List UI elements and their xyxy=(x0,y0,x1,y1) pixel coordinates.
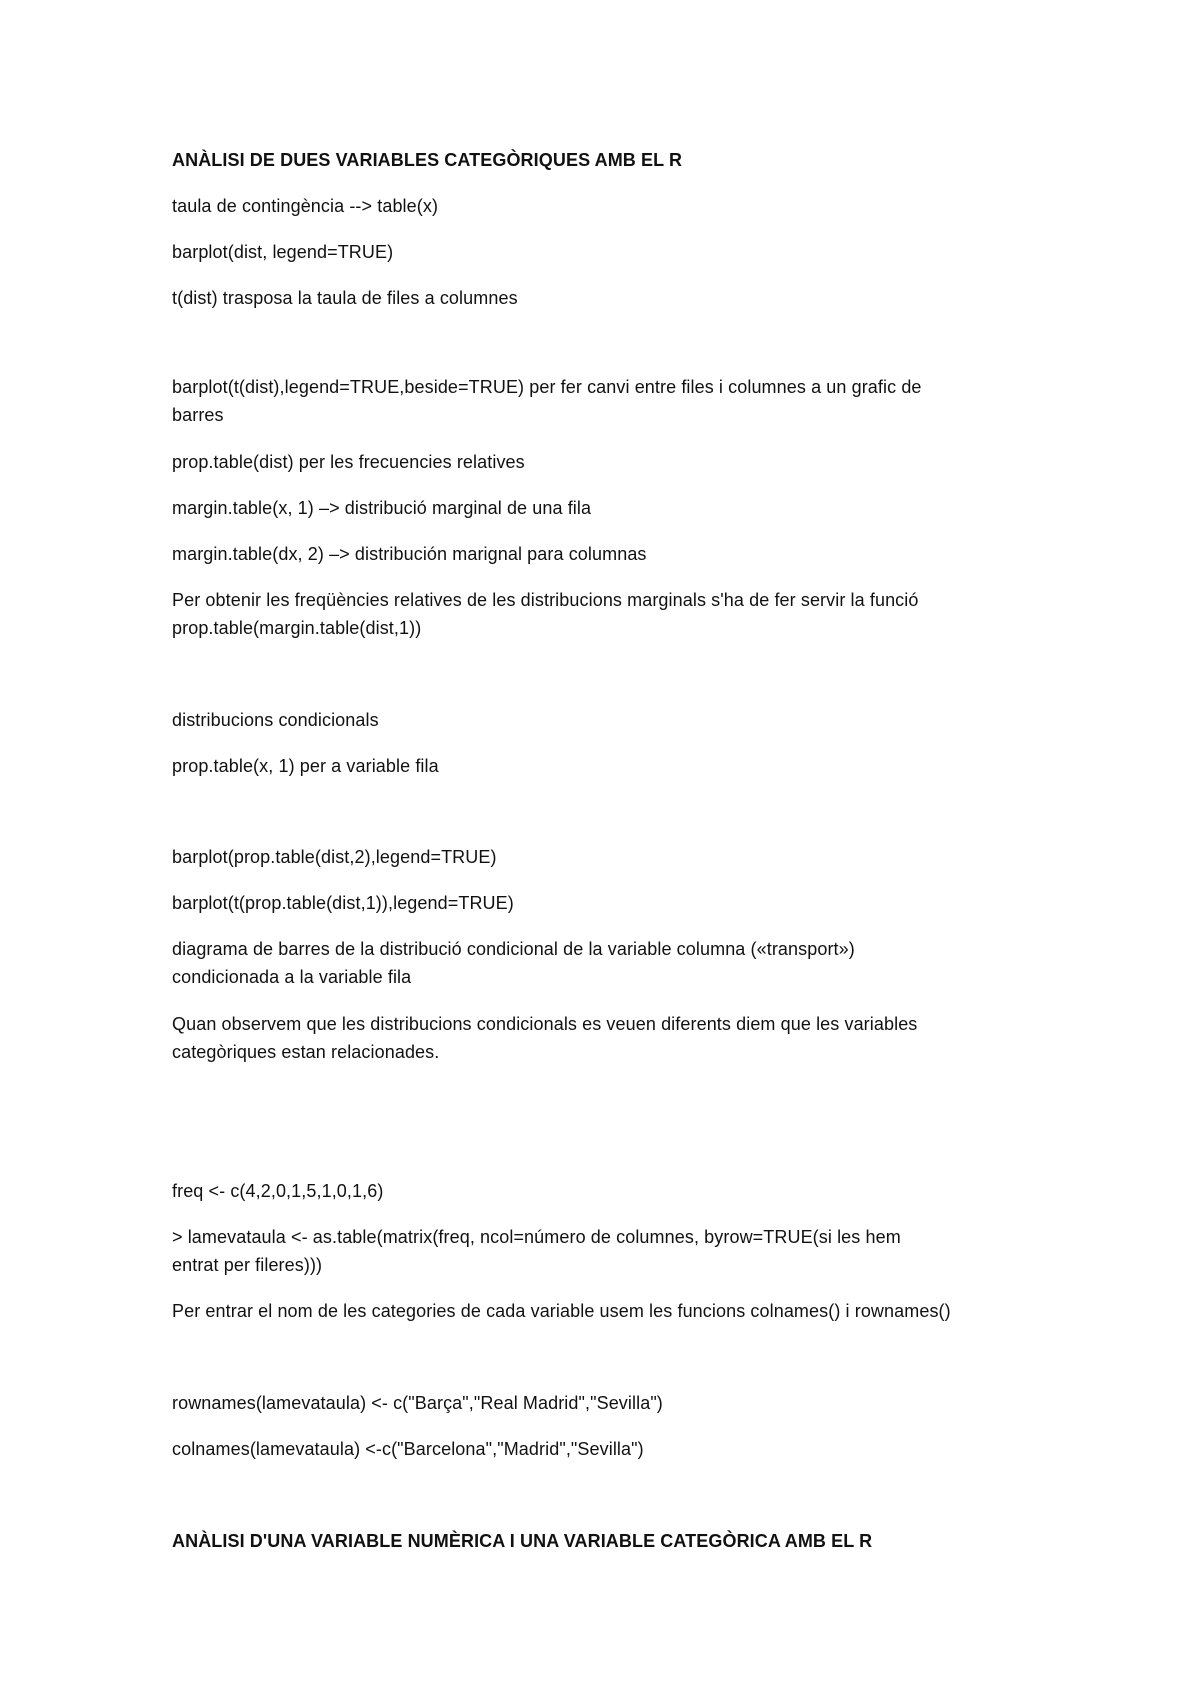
text-line: categòriques estan relacionades. xyxy=(172,1042,440,1062)
text-line: diagrama de barres de la distribució condicional de la variable columna («transport») xyxy=(172,939,855,959)
text-line: margin.table(x, 1) –> distribució marginal de una fila xyxy=(172,498,592,518)
text-line: Per obtenir les freqüències relatives de les distribucions marginals s'ha de fer servir la funció xyxy=(172,590,919,610)
text-line: Quan observem que les distribucions condicionals es veuen diferents diem que les variables xyxy=(172,1014,918,1034)
text-line: margin.table(dx, 2) –> distribución marignal para columnas xyxy=(172,544,647,564)
code-line: entrat per fileres))) xyxy=(172,1255,323,1275)
code-line: barplot(dist, legend=TRUE) xyxy=(172,242,394,262)
text-line: taula de contingència --> table(x) xyxy=(172,196,439,216)
text-line: barres xyxy=(172,405,224,425)
code-line: colnames(lamevataula) <-c("Barcelona","Madrid","Sevilla") xyxy=(172,1439,644,1459)
code-line: rownames(lamevataula) <- c("Barça","Real Madrid","Sevilla") xyxy=(172,1393,663,1413)
text-line: t(dist) trasposa la taula de files a columnes xyxy=(172,288,518,308)
section-heading-numeric: ANÀLISI D'UNA VARIABLE NUMÈRICA I UNA VARIABLE CATEGÒRICA AMB EL R xyxy=(172,1531,873,1551)
code-line: prop.table(margin.table(dist,1)) xyxy=(172,618,422,638)
code-line: barplot(prop.table(dist,2),legend=TRUE) xyxy=(172,847,497,867)
text-line: distribucions condicionals xyxy=(172,710,379,730)
text-line: condicionada a la variable fila xyxy=(172,967,412,987)
text-line: Per entrar el nom de les categories de cada variable usem les funcions colnames() i rownames() xyxy=(172,1301,951,1321)
code-line: barplot(t(prop.table(dist,1)),legend=TRUE) xyxy=(172,893,514,913)
text-line: prop.table(dist) per les frecuencies relatives xyxy=(172,452,525,472)
text-line: barplot(t(dist),legend=TRUE,beside=TRUE) per fer canvi entre files i columnes a un grafic de xyxy=(172,377,922,397)
code-line: freq <- c(4,2,0,1,5,1,0,1,6) xyxy=(172,1181,384,1201)
section-heading-categorical: ANÀLISI DE DUES VARIABLES CATEGÒRIQUES AMB EL R xyxy=(172,150,683,170)
code-line: > lamevataula <- as.table(matrix(freq, ncol=número de columnes, byrow=TRUE(si les hem xyxy=(172,1227,901,1247)
text-line: prop.table(x, 1) per a variable fila xyxy=(172,756,439,776)
